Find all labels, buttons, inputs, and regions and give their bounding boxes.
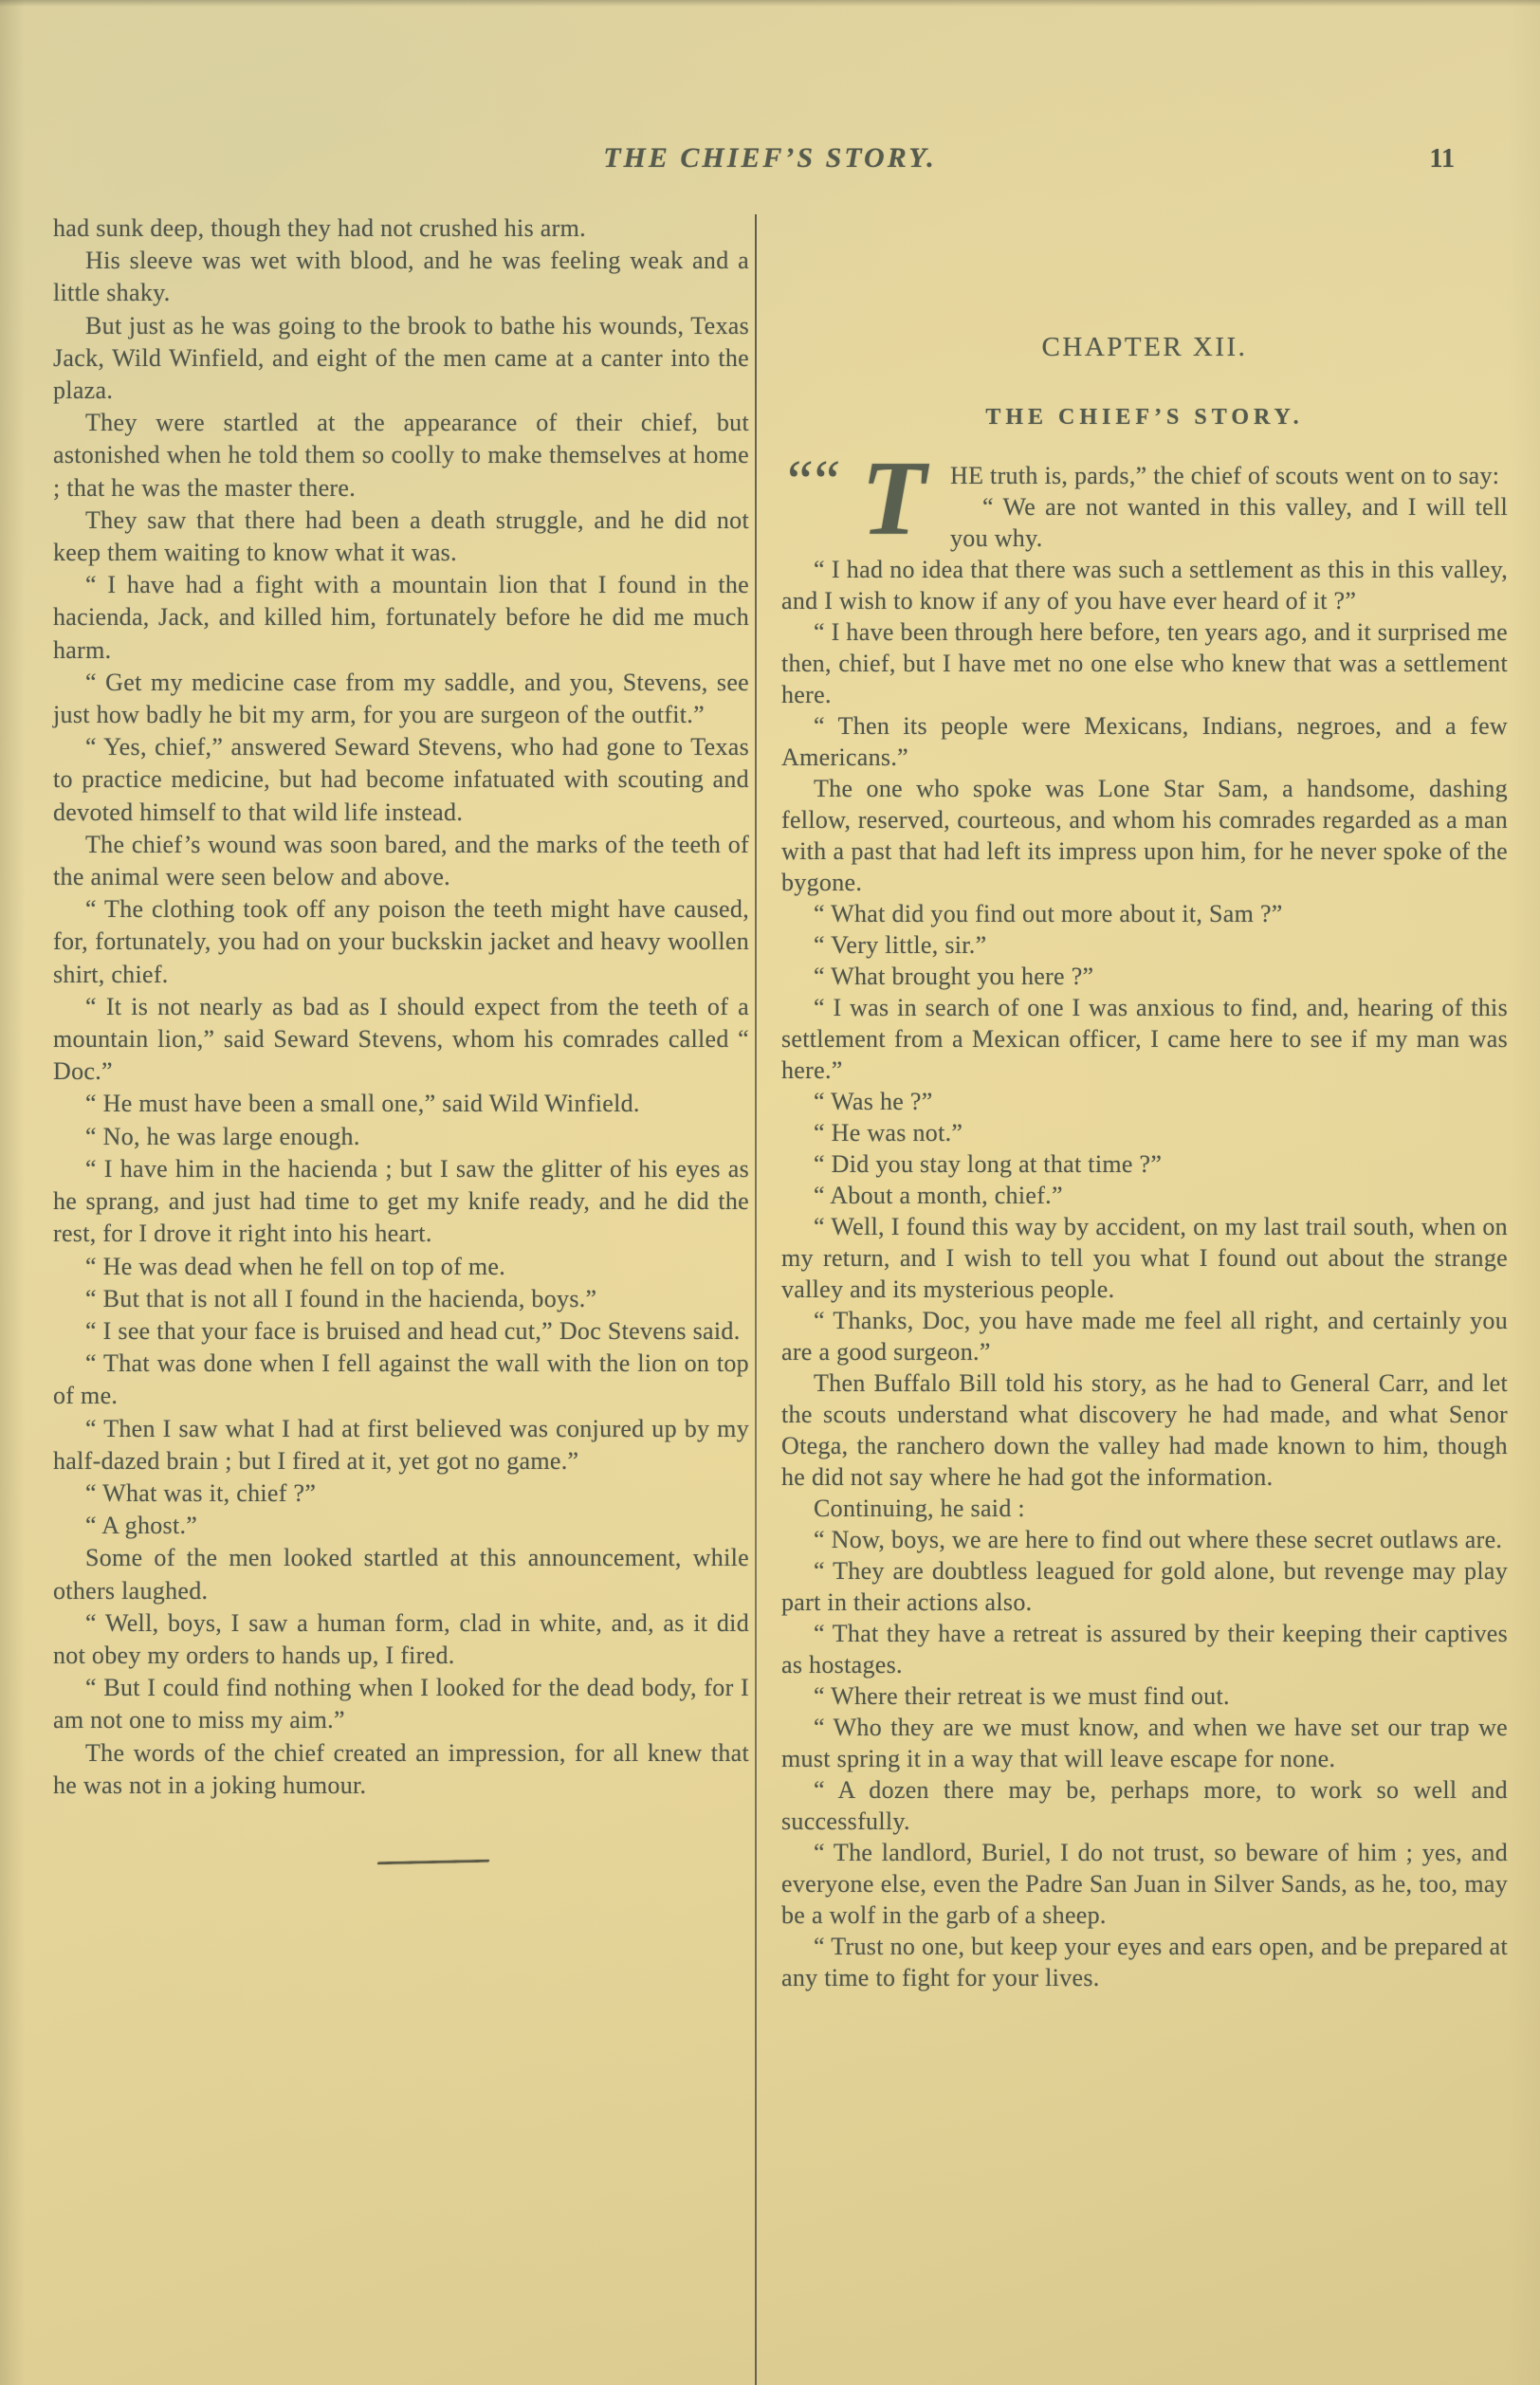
- paragraph: “ A ghost.”: [85, 1512, 198, 1540]
- paragraph: “ But that is not all I found in the hacienda, boys.”: [85, 1284, 597, 1312]
- paragraph: They were startled at the appearance of their chief, but astonished when he told them so coolly to make themselves at home ; that he was the master there.: [53, 409, 749, 502]
- paragraph: “ Where their retreat is we must find out.: [814, 1682, 1230, 1710]
- paragraph: “ I have been through here before, ten years ago, and it surprised me then, chief, but I have met no one else who knew that was a settlement here.: [781, 618, 1508, 708]
- paragraph: “ It is not nearly as bad as I should expect from the teeth of a mountain lion,” said Seward Stevens, whom his comrades called “ Doc.”: [53, 992, 749, 1086]
- paragraph: “ What brought you here ?”: [814, 963, 1094, 990]
- paragraph: “ Well, boys, I saw a human form, clad in white, and, as it did not obey my orders to hands up, I fired.: [53, 1608, 749, 1669]
- column-divider-rule: [755, 214, 757, 2385]
- paragraph: Continuing, he said :: [814, 1495, 1025, 1522]
- chapter-subheading: THE CHIEF’S STORY.: [985, 405, 1304, 430]
- paragraph: “ They are doubtless leagued for gold alone, but revenge may play part in their actions also.: [781, 1557, 1508, 1616]
- paragraph: “ Now, boys, we are here to find out where these secret outlaws are.: [814, 1526, 1503, 1553]
- paragraph: “ The landlord, Buriel, I do not trust, so beware of him ; yes, and everyone else, even the Padre San Juan in Silver Sands, as he, too, may be a wolf in the garb of a sheep.: [781, 1839, 1508, 1929]
- paragraph: “ Was he ?”: [814, 1088, 933, 1115]
- paragraph: Then Buffalo Bill told his story, as he had to General Carr, and let the scouts understand what discovery he had made, and what Senor Otega, the ranchero down the valley had made known to him, though he did not say where he had got the information.: [781, 1369, 1508, 1491]
- paragraph: had sunk deep, though they had not crushed his arm.: [53, 214, 586, 242]
- paragraph: The one who spoke was Lone Star Sam, a handsome, dashing fellow, reserved, courteous, and whom his comrades regarded as a man with a past that had left its impress upon him, for he never spoke of the bygone.: [781, 775, 1508, 896]
- paragraph: “ That they have a retreat is assured by their keeping their captives as hostages.: [781, 1620, 1508, 1679]
- paragraph: “ Trust no one, but keep your eyes and ears open, and be prepared at any time to fight for your lives.: [781, 1933, 1508, 1991]
- left-column: [53, 212, 749, 1863]
- paragraph: “ No, he was large enough.: [85, 1122, 360, 1150]
- page-number: 11: [1429, 144, 1455, 174]
- paragraph: The words of the chief created an impression, for all knew that he was not in a joking humour.: [53, 1738, 749, 1799]
- left-column-text: [53, 212, 749, 1802]
- paragraph: “ Well, I found this way by accident, on my last trail south, when on my return, and I wish to tell you what I found out about the strange valley and its mysterious people.: [781, 1213, 1508, 1303]
- paragraph: “ Thanks, Doc, you have made me feel all right, and certainly you are a good surgeon.”: [781, 1307, 1508, 1366]
- paragraph: “ Very little, sir.”: [814, 931, 987, 959]
- paragraph: “ He must have been a small one,” said Wild Winfield.: [85, 1090, 640, 1118]
- ornamental-quotes-icon: ““: [781, 449, 835, 514]
- opening-paragraph-text: HE truth is, pards,” the chief of scouts went on to say:: [950, 462, 1500, 489]
- dropcap-letter: T: [861, 440, 926, 558]
- paragraph: They saw that there had been a death struggle, and he did not keep them waiting to know what it was.: [53, 505, 749, 567]
- paragraph: “ What did you find out more about it, Sam ?”: [814, 900, 1283, 927]
- paragraph: “ A dozen there may be, perhaps more, to work so well and successfully.: [781, 1776, 1508, 1835]
- paragraph: Some of the men looked startled at this announcement, while others laughed.: [53, 1544, 749, 1605]
- paragraph: “ About a month, chief.”: [814, 1182, 1063, 1209]
- paragraph: “ I was in search of one I was anxious to find, and, hearing of this settlement from a Mexican officer, I came here to see if my man was here.”: [781, 994, 1508, 1084]
- right-column-text: [781, 491, 1508, 1993]
- paragraph: “ We are not wanted in this valley, and I will tell you why.: [950, 493, 1508, 552]
- paragraph: “ Then I saw what I had at first believed was conjured up by my half-dazed brain ; but I fired at it, yet got no game.”: [53, 1414, 749, 1475]
- page-header: [0, 142, 1540, 186]
- chapter-heading: CHAPTER XII.: [1041, 332, 1248, 362]
- paragraph: “ That was done when I fell against the wall with the lion on top of me.: [53, 1349, 749, 1410]
- paragraph: The chief’s wound was soon bared, and the marks of the teeth of the animal were seen below and above.: [53, 830, 749, 891]
- paragraph: “ He was not.”: [814, 1119, 963, 1147]
- paragraph: “ Did you stay long at that time ?”: [814, 1150, 1163, 1178]
- paragraph: “ Get my medicine case from my saddle, and you, Stevens, see just how badly he bit my arm, for you are surgeon of the outfit.”: [53, 668, 749, 729]
- paragraph: “ I had no idea that there was such a settlement as this in this valley, and I wish to know if any of you have ever heard of it ?”: [781, 556, 1508, 615]
- paragraph: “ I see that your face is bruised and head cut,” Doc Stevens said.: [85, 1316, 741, 1345]
- paragraph: But just as he was going to the brook to bathe his wounds, Texas Jack, Wild Winfield, and eight of the men came at a canter into the plaza.: [53, 311, 749, 405]
- paragraph: “ The clothing took off any poison the teeth might have caused, for, fortunately, you had on your buckskin jacket and heavy woollen shirt, chief.: [53, 895, 749, 988]
- paragraph: “ Then its people were Mexicans, Indians, negroes, and a few Americans.”: [781, 712, 1508, 771]
- paragraph: “ I have had a fight with a mountain lion that I found in the hacienda, Jack, and killed him, fortunately before he did me much harm.: [53, 571, 749, 664]
- paragraph: His sleeve was wet with blood, and he was feeling weak and a little shaky.: [53, 247, 749, 307]
- paragraph: “ What was it, chief ?”: [85, 1478, 317, 1507]
- running-header-title: THE CHIEF’S STORY.: [603, 142, 937, 174]
- paragraph: “ Yes, chief,” answered Seward Stevens, who had gone to Texas to practice medicine, but had become infatuated with scouting and devoted himself to that wild life instead.: [53, 733, 749, 826]
- right-column: [781, 330, 1508, 1993]
- paragraph: “ He was dead when he fell on top of me.: [85, 1252, 506, 1280]
- paragraph: “ Who they are we must know, and when we have set our trap we must spring it in a way that will leave escape for none.: [781, 1714, 1508, 1772]
- section-end-ornament: [377, 1860, 490, 1864]
- paragraph: “ I have him in the hacienda ; but I saw the glitter of his eyes as he sprang, and just had time to get my knife ready, and he did the rest, for I drove it right into his heart.: [53, 1154, 749, 1248]
- dropcap-group: [781, 440, 950, 558]
- paragraph: “ But I could find nothing when I looked for the dead body, for I am not one to miss my aim.”: [53, 1674, 749, 1734]
